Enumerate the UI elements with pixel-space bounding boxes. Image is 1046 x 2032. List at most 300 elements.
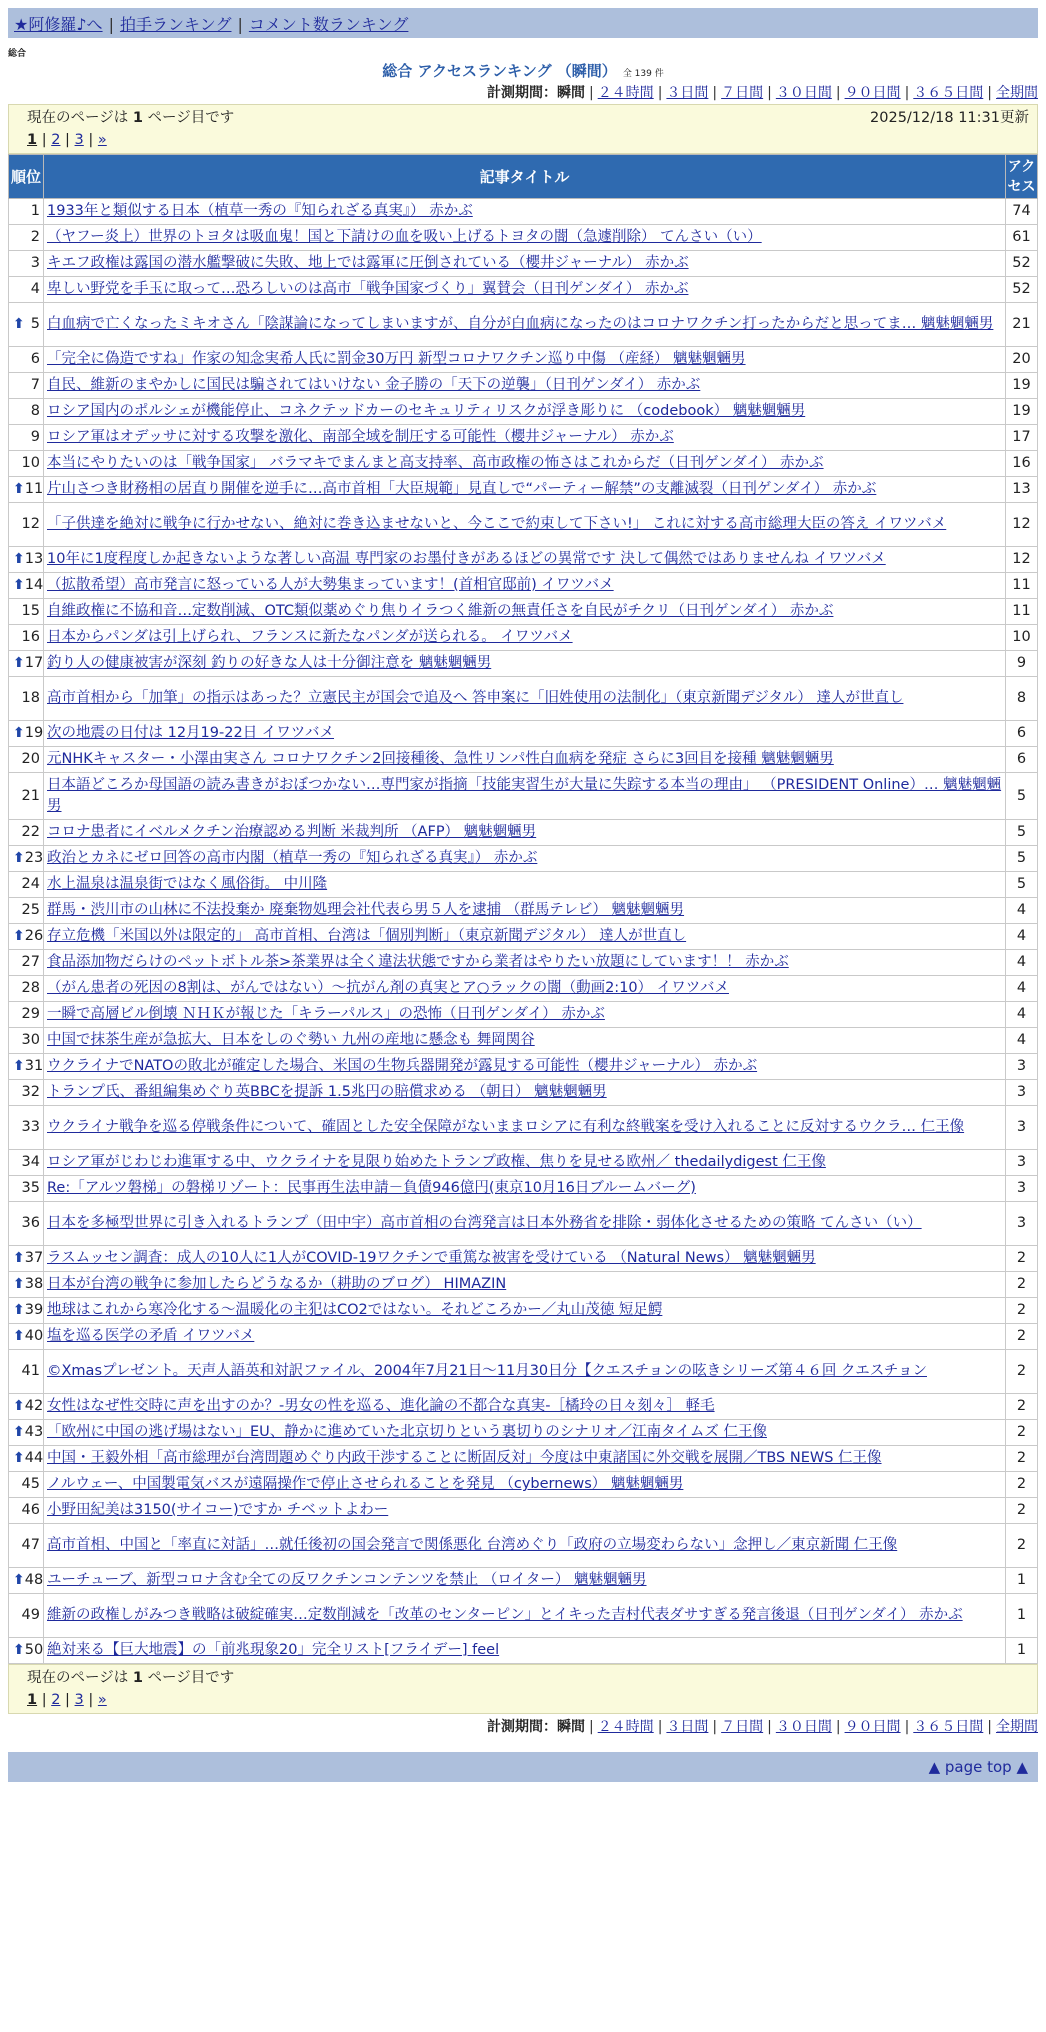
table-row — [9, 950, 1038, 976]
rank-cell — [9, 1176, 44, 1202]
article-link[interactable]: ロシア軍はオデッサに対する攻撃を激化、南部全域を制圧する可能性（櫻井ジャーナル） 赤かぶ — [47, 429, 674, 445]
rank-up-arrow-icon: ⬆ — [13, 928, 25, 944]
access-count: 2 — [1006, 1420, 1038, 1446]
rank-cell — [9, 651, 44, 677]
rank-cell — [9, 599, 44, 625]
article-link[interactable]: 群馬・渋川市の山林に不法投棄か 廃棄物処理会社代表ら男５人を逮捕 （群馬テレビ） 魑魅魍魎男 — [47, 902, 685, 918]
table-row — [9, 477, 1038, 503]
rank-up-arrow-icon: ⬆ — [13, 1450, 25, 1466]
rank-number: 7 — [30, 377, 40, 393]
article-link[interactable]: Re:「アルツ磐梯」の磐梯リゾート：民事再生法申請－負債946億円(東京10月16日ブルームバーグ) — [47, 1180, 696, 1196]
access-count: 2 — [1006, 1446, 1038, 1472]
article-link[interactable]: 絶対来る【巨大地震】の「前兆現象20」完全リスト[フライデー] feel — [47, 1642, 500, 1658]
title-cell — [44, 625, 1006, 651]
rank-up-arrow-icon: ⬆ — [13, 577, 25, 593]
table-row — [9, 251, 1038, 277]
ranking-table — [8, 154, 1038, 1664]
access-count: 20 — [1006, 347, 1038, 373]
rank-number: 46 — [21, 1502, 40, 1518]
access-count: 2 — [1006, 1498, 1038, 1524]
table-row — [9, 1638, 1038, 1664]
article-link[interactable]: 存立危機「米国以外は限定的」 高市首相、台湾は「個別判断」（東京新聞デジタル） 達人が世直し — [47, 928, 687, 944]
separator: | — [712, 85, 718, 101]
top-nav — [8, 8, 1038, 38]
rank-up-arrow-icon: ⬆ — [13, 1424, 25, 1440]
title-cell — [44, 347, 1006, 373]
access-count: 8 — [1006, 677, 1038, 721]
rank-number: 10 — [21, 455, 40, 471]
rank-number: 33 — [21, 1119, 40, 1135]
access-count: 1 — [1006, 1568, 1038, 1594]
rank-cell — [9, 451, 44, 477]
table-row — [9, 425, 1038, 451]
rank-number: 21 — [21, 787, 40, 804]
article-link[interactable]: ロシア軍がじわじわ進軍する中、ウクライナを見限り始めたトランプ政権、焦りを見せる欧州／ thedailydigest 仁王像 — [47, 1154, 826, 1170]
article-link[interactable]: 釣り人の健康被害が深刻 釣りの好きな人は十分御注意を 魑魅魍魎男 — [47, 655, 492, 671]
rank-number: 24 — [21, 876, 40, 892]
rank-cell — [9, 573, 44, 599]
separator: | — [108, 15, 114, 34]
access-count: 13 — [1006, 477, 1038, 503]
next-page-link[interactable]: » — [97, 132, 107, 148]
access-count: 17 — [1006, 425, 1038, 451]
rank-up-arrow-icon: ⬆ — [13, 1328, 25, 1344]
table-row — [9, 1106, 1038, 1150]
access-count: 4 — [1006, 1002, 1038, 1028]
rank-up-arrow-icon: ⬆ — [13, 481, 25, 497]
rank-number: 28 — [21, 980, 40, 996]
access-count: 4 — [1006, 898, 1038, 924]
article-link[interactable]: ©Xmasプレゼント。天声人語英和対訳ファイル、2004年7月21日～11月30日分【クエスチョンの呟きシリーズ第４６回 クエスチョン — [47, 1363, 927, 1379]
current-page: 1 — [132, 1670, 143, 1686]
access-count: 5 — [1006, 773, 1038, 820]
rank-up-arrow-icon: ⬆ — [13, 1058, 25, 1074]
title-cell — [44, 1638, 1006, 1664]
period-link[interactable]: ７日間 — [721, 1719, 764, 1735]
table-row — [9, 1298, 1038, 1324]
article-link[interactable]: ウクライナでNATOの敗北が確定した場合、米国の生物兵器開発が露見する可能性（櫻井ジャーナル） 赤かぶ — [47, 1058, 758, 1074]
rank-cell — [9, 251, 44, 277]
table-row — [9, 1446, 1038, 1472]
title-cell — [44, 721, 1006, 747]
table-row — [9, 1272, 1038, 1298]
article-link[interactable]: ラスムッセン調査：成人の10人に1人がCOVID-19ワクチンで重篤な被害を受けている （Natural News） 魑魅魍魎男 — [47, 1250, 816, 1266]
access-count: 11 — [1006, 599, 1038, 625]
article-link[interactable]: 片山さつき財務相の居直り開催を逆手に…高市首相「大臣規範」見直しで“パーティー解禁”の支離滅裂（日刊ゲンダイ） 赤かぶ — [47, 481, 877, 497]
title-cell — [44, 950, 1006, 976]
rank-cell — [9, 399, 44, 425]
rank-number: 34 — [21, 1154, 40, 1170]
table-row — [9, 820, 1038, 846]
page-link[interactable]: 2 — [51, 132, 61, 148]
title-cell — [44, 1028, 1006, 1054]
rank-cell — [9, 1524, 44, 1568]
rank-number: 40 — [24, 1328, 44, 1344]
rank-cell — [9, 373, 44, 399]
title-cell — [44, 1498, 1006, 1524]
article-link[interactable]: ロシア国内のポルシェが機能停止、コネクテッドカーのセキュリティリスクが浮き彫りに （codebook） 魑魅魍魎男 — [47, 403, 806, 419]
rank-up-arrow-icon: ⬆ — [13, 551, 25, 567]
table-row — [9, 1498, 1038, 1524]
rank-cell — [9, 1498, 44, 1524]
rank-cell — [9, 347, 44, 373]
rank-cell — [9, 950, 44, 976]
table-row — [9, 1394, 1038, 1420]
access-count: 12 — [1006, 547, 1038, 573]
section-label: 総合 — [8, 49, 27, 59]
article-link[interactable]: 自維政権に不協和音…定数削減、OTC類似薬めぐり焦りイラつく維新の無責任さを自民がチクリ（日刊ゲンダイ） 赤かぶ — [47, 603, 834, 619]
rank-number: 4 — [30, 281, 40, 297]
title-cell — [44, 477, 1006, 503]
separator: | — [83, 1692, 98, 1708]
article-link[interactable]: 小野田紀美は3150(サイコー)ですか チベットよわー — [47, 1502, 389, 1518]
article-link[interactable]: 本当にやりたいのは「戦争国家」 バラマキでまんまと高支持率、高市政権の怖さはこれからだ（日刊ゲンダイ） 赤かぶ — [47, 455, 824, 471]
rank-number: 42 — [24, 1398, 44, 1414]
table-row — [9, 1420, 1038, 1446]
access-count: 1 — [1006, 1594, 1038, 1638]
home-link[interactable]: ★阿修羅♪へ — [14, 15, 103, 34]
title-cell — [44, 251, 1006, 277]
access-count: 3 — [1006, 1176, 1038, 1202]
rank-number: 39 — [24, 1302, 44, 1318]
period-link[interactable]: ２４時間 — [597, 1719, 654, 1735]
title-cell — [44, 1420, 1006, 1446]
rank-number: 26 — [24, 928, 44, 944]
comment-ranking-link[interactable]: コメント数ランキング — [248, 15, 409, 34]
rank-cell — [9, 1638, 44, 1664]
access-count: 19 — [1006, 373, 1038, 399]
period-selector-bottom — [8, 1716, 1038, 1738]
table-row — [9, 277, 1038, 303]
period-link[interactable]: ３日間 — [666, 1719, 709, 1735]
title-cell — [44, 1246, 1006, 1272]
title-cell — [44, 773, 1006, 820]
rank-cell — [9, 747, 44, 773]
rank-up-arrow-icon: ⬆ — [13, 1642, 25, 1658]
period-link[interactable]: 全期間 — [996, 85, 1038, 101]
title-cell — [44, 547, 1006, 573]
period-link[interactable]: ３０日間 — [775, 1719, 832, 1735]
title-cell — [44, 1080, 1006, 1106]
clap-ranking-link[interactable]: 拍手ランキング — [119, 15, 232, 34]
rank-number: 41 — [21, 1363, 40, 1379]
table-row — [9, 651, 1038, 677]
article-link[interactable]: 「完全に偽造ですね」作家の知念実希人氏に罰金30万円 新型コロナワクチン巡り中傷 （産経） 魑魅魍魎男 — [47, 351, 746, 367]
rank-up-arrow-icon: ⬆ — [13, 1398, 25, 1414]
table-row — [9, 199, 1038, 225]
separator: | — [767, 1719, 772, 1735]
title-cell — [44, 820, 1006, 846]
title-cell — [44, 898, 1006, 924]
access-count: 2 — [1006, 1298, 1038, 1324]
rank-cell — [9, 773, 44, 820]
article-link[interactable]: （がん患者の死因の8割は、がんではない）～抗がん剤の真実とア○ラックの闇（動画2:10） イワツバメ — [47, 980, 729, 996]
article-link[interactable]: コロナ患者にイベルメクチン治療認める判断 米裁判所 （AFP） 魑魅魍魎男 — [47, 824, 537, 840]
period-current: 瞬間 — [556, 85, 585, 101]
period-link[interactable]: ７日間 — [721, 85, 764, 101]
title-cell — [44, 1202, 1006, 1246]
period-link[interactable]: ９０日間 — [844, 85, 901, 101]
title-cell — [44, 1324, 1006, 1350]
rank-number: 31 — [24, 1058, 44, 1074]
page-info-prefix: 現在のページは — [27, 1670, 129, 1686]
rank-cell — [9, 1002, 44, 1028]
table-row — [9, 547, 1038, 573]
rank-cell — [9, 303, 44, 347]
access-count: 5 — [1006, 872, 1038, 898]
table-row — [9, 1324, 1038, 1350]
article-link[interactable]: 塩を巡る医学の矛盾 イワツバメ — [47, 1328, 255, 1344]
rank-cell — [9, 1106, 44, 1150]
period-link[interactable]: ３日間 — [666, 85, 709, 101]
rank-number: 3 — [30, 255, 40, 271]
rank-number: 22 — [21, 824, 40, 840]
rank-cell — [9, 477, 44, 503]
title-cell — [44, 303, 1006, 347]
article-link[interactable]: 中国で抹茶生産が急拡大、日本をしのぐ勢い 九州の産地に懸念も 舞岡関谷 — [47, 1032, 535, 1048]
title-cell — [44, 1472, 1006, 1498]
title-cell — [44, 747, 1006, 773]
table-row — [9, 846, 1038, 872]
table-row — [9, 1568, 1038, 1594]
page-link[interactable]: 2 — [51, 1692, 61, 1708]
rank-cell — [9, 1150, 44, 1176]
separator: | — [588, 1719, 594, 1735]
period-link[interactable]: ３６５日間 — [913, 1719, 984, 1735]
period-link[interactable]: 全期間 — [996, 1719, 1038, 1735]
article-link[interactable]: 日本語どころか母国語の読み書きがおぼつかない…専門家が指摘「技能実習生が大量に失踪する本当の理由」 （PRESIDENT Online）… 魑魅魍魎男 — [47, 777, 1002, 814]
table-row — [9, 1176, 1038, 1202]
period-link[interactable]: ３０日間 — [775, 85, 832, 101]
rank-number: 50 — [24, 1642, 44, 1658]
article-link[interactable]: 高市首相から「加筆」の指示はあった？立憲民主が国会で追及へ 答申案に「旧姓使用の法制化」（東京新聞デジタル） 達人が世直し — [47, 690, 904, 706]
separator: | — [904, 85, 910, 101]
title-cell — [44, 976, 1006, 1002]
pagination-top — [8, 104, 1038, 154]
rank-cell — [9, 425, 44, 451]
article-link[interactable]: 元NHKキャスター・小澤由実さん コロナワクチン2回接種後、急性リンパ性白血病を発症 さらに3回目を接種 魑魅魍魎男 — [47, 751, 834, 767]
header-rank: 順位 — [9, 155, 44, 199]
rank-number: 48 — [24, 1572, 44, 1588]
rank-cell — [9, 976, 44, 1002]
rank-cell — [9, 1054, 44, 1080]
access-count: 9 — [1006, 651, 1038, 677]
rank-cell — [9, 1028, 44, 1054]
page-info-prefix: 現在のページは — [27, 110, 129, 126]
header-count: アクセス — [1006, 155, 1038, 199]
article-link[interactable]: 地球はこれから寒冷化する～温暖化の主犯はCO2ではない。それどころかー／丸山茂徳 短足鰐 — [47, 1302, 663, 1318]
article-link[interactable]: ユーチューブ、新型コロナ含む全ての反ワクチンコンテンツを禁止 （ロイター） 魑魅魍魎男 — [47, 1572, 647, 1588]
page-link[interactable]: 3 — [74, 1692, 84, 1708]
article-link[interactable]: 女性はなぜ性交時に声を出すのか？-男女の性を巡る、進化論の不都合な真実-［橘玲の日々刻々］ 軽毛 — [47, 1398, 715, 1414]
rank-up-arrow-icon: ⬆ — [13, 850, 25, 866]
separator: | — [712, 1719, 718, 1735]
access-count: 6 — [1006, 747, 1038, 773]
rank-cell — [9, 1202, 44, 1246]
total-count: 全 139 件 — [622, 69, 664, 79]
article-link[interactable]: 自民、維新のまやかしに国民は騙されてはいけない 金子勝の「天下の逆襲」（日刊ゲンダイ） 赤かぶ — [47, 377, 701, 393]
rank-number: 6 — [30, 351, 40, 367]
rank-number: 11 — [24, 481, 44, 497]
period-selector-top — [8, 82, 1038, 104]
access-count: 2 — [1006, 1272, 1038, 1298]
table-row — [9, 677, 1038, 721]
rank-cell — [9, 677, 44, 721]
article-link[interactable]: 白血病で亡くなったミキオさん「陰謀論になってしまいますが、自分が白血病になったのはコロナワクチン打ったからだと思ってま… 魑魅魍魎男 — [47, 316, 994, 332]
article-link[interactable]: 水上温泉は温泉街ではなく風俗街。 中川隆 — [47, 876, 328, 892]
separator: | — [83, 132, 98, 148]
rank-number: 2 — [30, 229, 40, 245]
period-link[interactable]: ２４時間 — [597, 85, 654, 101]
separator: | — [987, 85, 992, 101]
pager — [27, 129, 1029, 151]
title-cell — [44, 1298, 1006, 1324]
page-link[interactable]: 3 — [74, 132, 84, 148]
rank-number: 13 — [24, 551, 44, 567]
table-row — [9, 1054, 1038, 1080]
access-count: 2 — [1006, 1472, 1038, 1498]
rank-up-arrow-icon: ⬆ — [13, 316, 25, 332]
article-link[interactable]: 「子供達を絶対に戦争に行かせない、絶対に巻き込ませないと、今ここで約束して下さい!」 これに対する高市総理大臣の答え イワツバメ — [47, 516, 947, 532]
table-row — [9, 599, 1038, 625]
rank-number: 27 — [21, 954, 40, 970]
next-page-link[interactable]: » — [97, 1692, 107, 1708]
access-count: 21 — [1006, 303, 1038, 347]
title-cell — [44, 1176, 1006, 1202]
table-row — [9, 303, 1038, 347]
table-row — [9, 451, 1038, 477]
rank-number: 17 — [24, 655, 44, 671]
table-row — [9, 625, 1038, 651]
rank-cell — [9, 199, 44, 225]
article-link[interactable]: 高市首相、中国と「率直に対話」…就任後初の国会発言で関係悪化 台湾めぐり「政府の立場変わらない」念押し／東京新聞 仁王像 — [47, 1537, 898, 1553]
article-link[interactable]: 10年に1度程度しか起きないような著しい高温 専門家のお墨付きがあるほどの異常です 決して偶然ではありませんね イワツバメ — [47, 551, 886, 567]
access-count: 12 — [1006, 503, 1038, 547]
rank-number: 20 — [21, 751, 40, 767]
period-link[interactable]: ３６５日間 — [913, 85, 984, 101]
table-row — [9, 773, 1038, 820]
title-cell — [44, 277, 1006, 303]
title-cell — [44, 373, 1006, 399]
table-row — [9, 1202, 1038, 1246]
article-link[interactable]: 食品添加物だらけのペットボトル茶>茶業界は全く違法状態ですから業者はやりたい放題にしています！！ 赤かぶ — [47, 954, 789, 970]
rank-number: 12 — [21, 516, 40, 532]
table-row — [9, 721, 1038, 747]
rank-number: 36 — [21, 1215, 40, 1231]
article-link[interactable]: ウクライナ戦争を巡る停戦条件について、確固とした安全保障がないままロシアに有利な終戦案を受け入れることに反対するウクラ… 仁王像 — [47, 1119, 965, 1135]
page-current: 1 — [27, 132, 38, 148]
rank-cell — [9, 872, 44, 898]
rank-cell — [9, 924, 44, 950]
rank-up-arrow-icon: ⬆ — [13, 1276, 25, 1292]
article-link[interactable]: 政治とカネにゼロ回答の高市内閣（植草一秀の『知られざる真実』） 赤かぶ — [47, 850, 538, 866]
rank-number: 9 — [30, 429, 40, 445]
title-cell — [44, 425, 1006, 451]
article-link[interactable]: 次の地震の日付は 12月19-22日 イワツバメ — [47, 725, 335, 741]
access-count: 19 — [1006, 399, 1038, 425]
access-count: 2 — [1006, 1350, 1038, 1394]
separator: | — [37, 132, 52, 148]
pagination-bottom — [8, 1664, 1038, 1714]
table-row — [9, 1002, 1038, 1028]
title-cell — [44, 1446, 1006, 1472]
article-link[interactable]: 日本が台湾の戦争に参加したらどうなるか（耕助のブログ） HIMAZIN — [47, 1276, 507, 1292]
rank-number: 5 — [30, 316, 40, 332]
separator: | — [767, 85, 772, 101]
rank-cell — [9, 1568, 44, 1594]
access-count: 5 — [1006, 820, 1038, 846]
article-link[interactable]: （ヤフー炎上）世界のトヨタは吸血鬼！国と下請けの血を吸い上げるトヨタの闇（急遽削除） てんさい（い） — [47, 229, 762, 245]
rank-cell — [9, 846, 44, 872]
rank-number: 14 — [24, 577, 44, 593]
article-link[interactable]: 日本を多極型世界に引き入れるトランプ（田中宇）高市首相の台湾発言は日本外務省を排除・弱体化させるための策略 てんさい（い） — [47, 1215, 922, 1231]
current-page: 1 — [132, 110, 143, 126]
table-row — [9, 573, 1038, 599]
article-link[interactable]: トランプ氏、番組編集めぐり英BBCを提訴 1.5兆円の賠償求める （朝日） 魑魅魍魎男 — [47, 1084, 607, 1100]
access-count: 61 — [1006, 225, 1038, 251]
article-link[interactable]: 日本からパンダは引上げられ、フランスに新たなパンダが送られる。 イワツバメ — [47, 629, 573, 645]
title-cell — [44, 451, 1006, 477]
rank-number: 43 — [24, 1424, 44, 1440]
article-link[interactable]: 一瞬で高層ビル倒壊 ＮＨＫが報じた「キラーパルス」の恐怖（日刊ゲンダイ） 赤かぶ — [47, 1006, 605, 1022]
rank-cell — [9, 1472, 44, 1498]
table-row — [9, 872, 1038, 898]
table-row — [9, 1028, 1038, 1054]
article-link[interactable]: 1933年と類似する日本（植草一秀の『知られざる真実』） 赤かぶ — [47, 203, 473, 219]
access-count: 74 — [1006, 199, 1038, 225]
title-cell — [44, 199, 1006, 225]
separator: | — [987, 1719, 992, 1735]
title-cell — [44, 399, 1006, 425]
rank-cell — [9, 1298, 44, 1324]
article-link[interactable]: キエフ政権は露国の潜水艦撃破に失敗、地上では露軍に圧倒されている（櫻井ジャーナル） 赤かぶ — [47, 255, 689, 271]
rank-cell — [9, 225, 44, 251]
page-info — [27, 1667, 234, 1689]
access-count: 3 — [1006, 1054, 1038, 1080]
table-row — [9, 347, 1038, 373]
period-link[interactable]: ９０日間 — [844, 1719, 901, 1735]
access-count: 3 — [1006, 1080, 1038, 1106]
rank-cell — [9, 898, 44, 924]
rank-number: 30 — [21, 1032, 40, 1048]
access-count: 2 — [1006, 1524, 1038, 1568]
title-cell — [44, 924, 1006, 950]
access-count: 4 — [1006, 924, 1038, 950]
title-cell — [44, 651, 1006, 677]
rank-number: 37 — [24, 1250, 44, 1266]
rank-cell — [9, 1272, 44, 1298]
separator: | — [37, 1692, 52, 1708]
title-cell — [44, 846, 1006, 872]
page-info-suffix: ページ目です — [147, 110, 235, 126]
article-link[interactable]: 卑しい野党を手玉に取って…恐ろしいのは高市「戦争国家づくり」翼賛会（日刊ゲンダイ） 赤かぶ — [47, 281, 689, 297]
rank-number: 44 — [24, 1450, 44, 1466]
article-link[interactable]: （拡散希望）高市発言に怒っている人が大勢集まっています！(首相官邸前) イワツバメ — [47, 577, 614, 593]
footer-bar — [8, 1752, 1038, 1782]
article-link[interactable]: 維新の政権しがみつき戦略は破綻確実…定数削減を「改革のセンターピン」とイキった吉村代表ダサすぎる発言後退（日刊ゲンダイ） 赤かぶ — [47, 1607, 963, 1623]
rank-number: 18 — [21, 690, 40, 706]
title-cell — [44, 1272, 1006, 1298]
table-row — [9, 1246, 1038, 1272]
rank-up-arrow-icon: ⬆ — [13, 1572, 25, 1588]
table-row — [9, 1594, 1038, 1638]
article-link[interactable]: ノルウェー、中国製電気バスが遠隔操作で停止させられることを発見 （cybernews） 魑魅魍魎男 — [47, 1476, 684, 1492]
rank-cell — [9, 1420, 44, 1446]
article-link[interactable]: 「欧州に中国の逃げ場はない」EU、静かに進めていた北京切りという裏切りのシナリオ／江南タイムズ 仁王像 — [47, 1424, 767, 1440]
article-link[interactable]: 中国・王毅外相「高市総理が台湾問題めぐり内政干渉することに断固反対」今度は中東諸国に外交戦を展開／TBS NEWS 仁王像 — [47, 1450, 882, 1466]
access-count: 6 — [1006, 721, 1038, 747]
page-top-link[interactable]: ▲ page top ▲ — [928, 1758, 1028, 1776]
